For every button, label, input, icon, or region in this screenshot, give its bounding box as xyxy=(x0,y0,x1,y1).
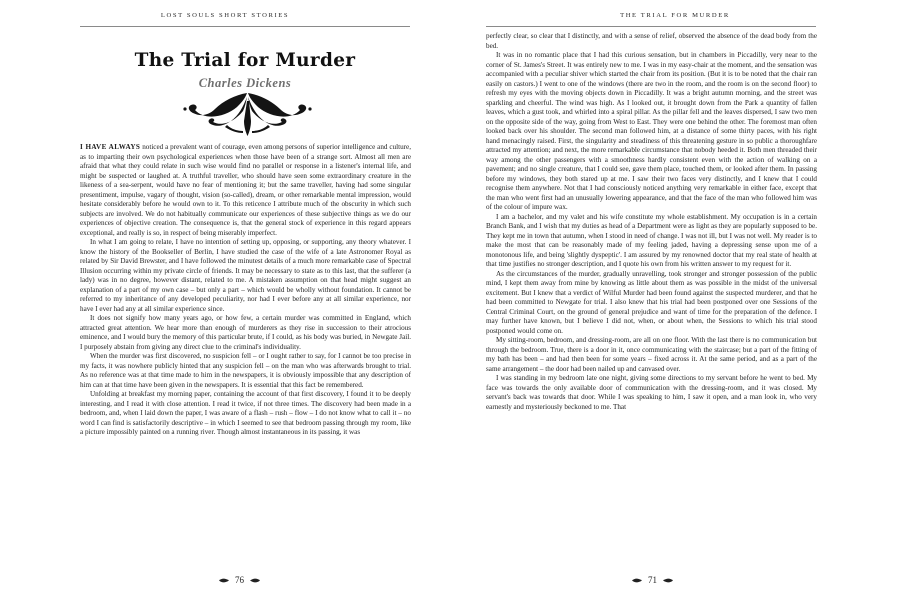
paragraph: When the murder was first discovered, no suspicion fell – or I ought rather to say, for I cannot be too precise in my facts, it was nowhere publicly hinted that any suspicion fell – on the man who was afterwards brought to trial. As no reference was at that time made to him in the newspapers, it is obviously impossible that any description of him can at that time have been given in the newspapers. It is essential that this fact be remembered. xyxy=(80,352,411,389)
paragraph: perfectly clear, so clear that I distinctly, and with a sense of relief, observed the absence of the dead body from the bed. xyxy=(486,32,817,50)
paragraph: In what I am going to relate, I have no intention of setting up, opposing, or supporting, any theory whatever. I know the history of the Bookseller of Berlin, I have studied the case of the wife of a late Astronomer Royal as related by Sir David Brewster, and I have followed the minutest details of a much more remarkable case of Spectral Illusion occurring within my private circle of friends. It may be necessary to state as to this last, that the sufferer (a lady) was in no degree, however distant, related to me. A mistaken assumption on that head might suggest an explanation of a part of my own case – but only a part – which would be wholly without foundation. It cannot be referred to my inheritance of any developed peculiarity, nor had I ever before any at all similar experience, nor have I ever had any at all similar experience since. xyxy=(80,238,411,313)
paragraph: Unfolding at breakfast my morning paper, containing the account of that first discovery, I found it to be deeply interesting, and I read it with close attention. I read it twice, if not three times. The discovery had been made in a bedroom, and, when I laid down the paper, I was aware of a flash – rush – flow – I do not know what to call it – no word I can find is satisfactorily descriptive – in which I seemed to see that bedroom passing through my room, like a picture impossibly painted on a running river. Though almost instantaneous in its passing, it was xyxy=(80,390,411,436)
paragraph: I am a bachelor, and my valet and his wife constitute my whole establishment. My occupation is in a certain Branch Bank, and I wish that my duties as head of a Department were as light as they are popularly supposed to be. They kept me in town that autumn, when I stood in need of change. I was not ill, but I was not well. My reader is to make the most that can be reasonably made of my feeling jaded, having a depressing sense upon me of a monotonous life, and being 'slightly dyspeptic'. I am assured by my renowned doctor that my real state of health at that time justifies no stronger description, and I quote his own from his written answer to my request for it. xyxy=(486,212,817,268)
folio-ornament-icon xyxy=(250,578,260,583)
folio-ornament-icon xyxy=(632,578,642,583)
right-body-text xyxy=(486,32,817,563)
page-number: 71 xyxy=(648,575,657,585)
paragraph: It does not signify how many years ago, or how few, a certain murder was committed in England, which attracted great attention. We hear more than enough of murderers as they rise in succession to their atrocious eminence, and I would bury the memory of this particular brute, if I could, as his body was buried, in Newgate Jail. I purposely abstain from giving any direct clue to the criminal's individuality. xyxy=(80,314,411,351)
page-number-left xyxy=(219,575,260,585)
running-head-left: LOST SOULS SHORT STORIES xyxy=(160,12,290,19)
story-title: The Trial for Murder xyxy=(134,50,356,71)
paragraph: I was standing in my bedroom late one night, giving some directions to my servant before he went to bed. My face was towards the only available door of communication with the dressing-room, and it was closed. My servant's back was towards that door. While I was speaking to him, I saw it open, and a man look in, who very earnestly and mysteriously beckoned to me. That xyxy=(486,374,817,411)
story-author: Charles Dickens xyxy=(198,76,292,90)
left-body-text xyxy=(80,143,411,563)
paragraph: As the circumstances of the murder, gradually unravelling, took stronger and stronger possession of the public mind, I kept them away from mine by knowing as little about them as was possible in the midst of the universal excitement. But I knew that a verdict of Wilful Murder had been found against the suspected murderer, and that he had been committed to Newgate for trial. I also knew that his trial had been postponed over one Sessions of the Central Criminal Court, on the ground of general prejudice and want of time for the preparation of the defence. I may further have known, but I believe I did not, when, or about when, the Sessions to which his trial stood postponed would come on. xyxy=(486,269,817,335)
page-number: 76 xyxy=(235,575,244,585)
paragraph: My sitting-room, bedroom, and dressing-room, are all on one floor. With the last there is no communication but through the bedroom. True, there is a door in it, once communicating with the staircase; but a part of the fitting of my bath has been – and had then been for some years – fixed across it. At the same period, and as a part of the same arrangement – the door had been nailed up and canvased over. xyxy=(486,336,817,373)
folio-ornament-icon xyxy=(219,578,229,583)
folio-ornament-icon xyxy=(663,578,673,583)
flourish-ornament-icon xyxy=(165,91,330,137)
lead-in: I HAVE ALWAYS xyxy=(80,143,141,151)
header-rule-left xyxy=(80,26,410,27)
right-page xyxy=(450,0,900,600)
header-rule-right xyxy=(486,26,816,27)
paragraph: It was in no romantic place that I had this curious sensation, but in chambers in Piccadilly, very near to the corner of St. James's Street. It was entirely new to me. I was in my easy-chair at the moment, and the sensation was accompanied with a peculiar shiver which started the chair from its position. (But it is to be noted that the chair ran easily on castors.) I went to one of the windows (there are two in the room, and the room is on the second floor) to refresh my eyes with the moving objects down in Piccadilly. It was a bright autumn morning, and the street was sparkling and cheerful. The wind was high. As I looked out, it brought down from the Park a quantity of fallen leaves, which a gust took, and whirled into a spiral pillar. As the pillar fell and the leaves dispersed, I saw two men on the opposite side of the way, going from West to East. They were one behind the other. The foremost man often looked back over his shoulder. The second man followed him, at a distance of some thirty paces, with his right hand menacingly raised. First, the singularity and steadiness of this threatening gesture in so public a thoroughfare attracted my attention; and next, the more remarkable circumstance that nobody heeded it. Both men threaded their way among the other passengers with a smoothness hardly consistent even with the action of walking on a pavement; and no single creature, that I could see, gave them place, touched them, or looked after them. In passing before my windows, they both stared up at me. I saw their two faces very distinctly, and I knew that I could recognise them anywhere. Not that I had consciously noticed anything very remarkable in either face, except that the man who went first had an unusually lowering appearance, and that the face of the man who followed him was of the colour of impure wax. xyxy=(486,51,817,211)
paragraph: I HAVE ALWAYS noticed a prevalent want of courage, even among persons of superior intelligence and culture, as to imparting their own psychological experiences when those have been of a strange sort. Almost all men are afraid that what they could relate in such wise would find no parallel or response in a listener's internal life, and might be suspected or laughed at. A truthful traveller, who should have seen some extraordinary creature in the likeness of a sea-serpent, would have no fear of mentioning it; but the same traveller, having had some singular presentiment, impulse, vagary of thought, vision (so-called), dream, or other remarkable mental impression, would hesitate considerably before he would own to it. To this reticence I attribute much of the obscurity in which such subjects are involved. We do not habitually communicate our experiences of these subjective things as we do our experiences of objective creation. The consequence is, that the general stock of experience in this regard appears exceptional, and really is so, in respect of being miserably imperfect. xyxy=(80,143,411,237)
page-number-right xyxy=(632,575,673,585)
running-head-right: THE TRIAL FOR MURDER xyxy=(620,12,730,19)
